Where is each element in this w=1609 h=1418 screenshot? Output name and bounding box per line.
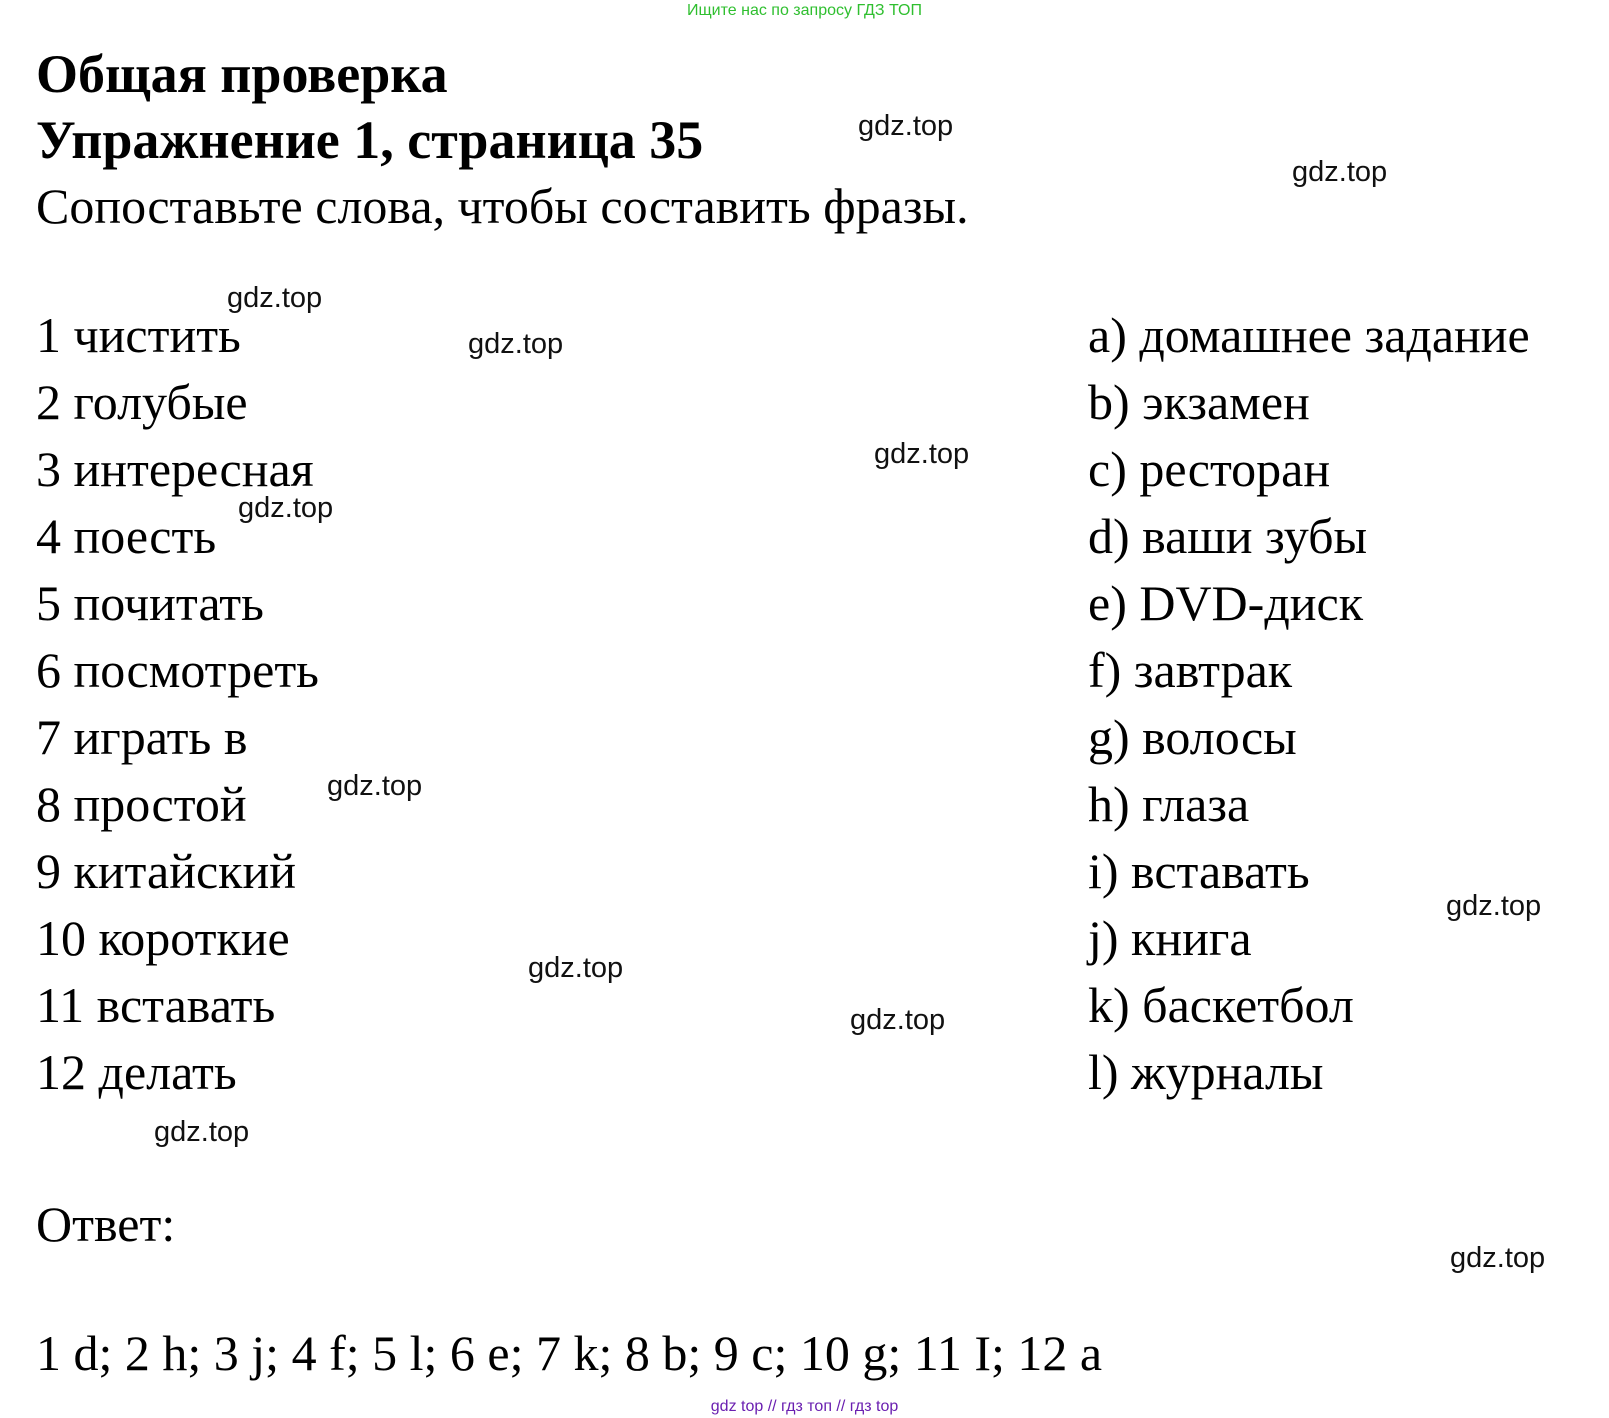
watermark: gdz.top [874, 438, 970, 470]
footer-watermark: gdz top // гдз топ // гдз top [710, 1398, 899, 1415]
list-item: 7 играть в [36, 709, 248, 765]
left-word-list [36, 302, 319, 1106]
list-item: i) вставать [1088, 843, 1310, 899]
list-item: j) книга [1088, 910, 1252, 966]
watermark: gdz.top [327, 770, 423, 802]
list-item: k) баскетбол [1088, 977, 1354, 1033]
list-item: 8 простой [36, 776, 247, 832]
list-item: 11 вставать [36, 977, 276, 1033]
watermark: gdz.top [1446, 890, 1542, 922]
list-item: h) глаза [1088, 776, 1250, 832]
list-item: g) волосы [1088, 709, 1297, 765]
watermark: gdz.top [528, 952, 624, 984]
watermark: gdz.top [154, 1116, 250, 1148]
list-item: a) домашнее задание [1088, 307, 1530, 363]
list-item: 3 интересная [36, 441, 314, 497]
list-item: 5 почитать [36, 575, 264, 631]
list-item: d) ваши зубы [1088, 508, 1368, 564]
list-item: f) завтрак [1088, 642, 1293, 698]
watermark: gdz.top [238, 492, 334, 524]
top-banner: Ищите нас по запросу ГДЗ ТОП [687, 2, 922, 19]
watermark: gdz.top [1450, 1242, 1546, 1274]
watermark: gdz.top [468, 328, 564, 360]
watermark: gdz.top [858, 110, 954, 142]
watermark: gdz.top [1292, 156, 1388, 188]
answer-text: 1 d; 2 h; 3 j; 4 f; 5 l; 6 e; 7 k; 8 b; 9 c; 10 g; 11 I; 12 a [36, 1325, 1103, 1381]
list-item: 12 делать [36, 1044, 237, 1100]
instruction-text: Сопоставьте слова, чтобы составить фразы. [36, 178, 969, 234]
answer-label: Ответ: [36, 1196, 176, 1252]
list-item: 2 голубые [36, 374, 248, 430]
right-word-list [1088, 302, 1530, 1106]
list-item: e) DVD-диск [1088, 575, 1363, 631]
list-item: 1 чистить [36, 307, 241, 363]
list-item: 9 китайский [36, 843, 296, 899]
watermark: gdz.top [227, 282, 323, 314]
exercise-heading: Упражнение 1, страница 35 [36, 110, 704, 170]
page-title: Общая проверка [36, 44, 448, 104]
list-item: c) ресторан [1088, 441, 1331, 497]
watermark: gdz.top [850, 1004, 946, 1036]
list-item: 4 поесть [36, 508, 217, 564]
list-item: 10 короткие [36, 910, 290, 966]
list-item: l) журналы [1088, 1044, 1324, 1100]
list-item: 6 посмотреть [36, 642, 319, 698]
list-item: b) экзамен [1088, 374, 1310, 430]
